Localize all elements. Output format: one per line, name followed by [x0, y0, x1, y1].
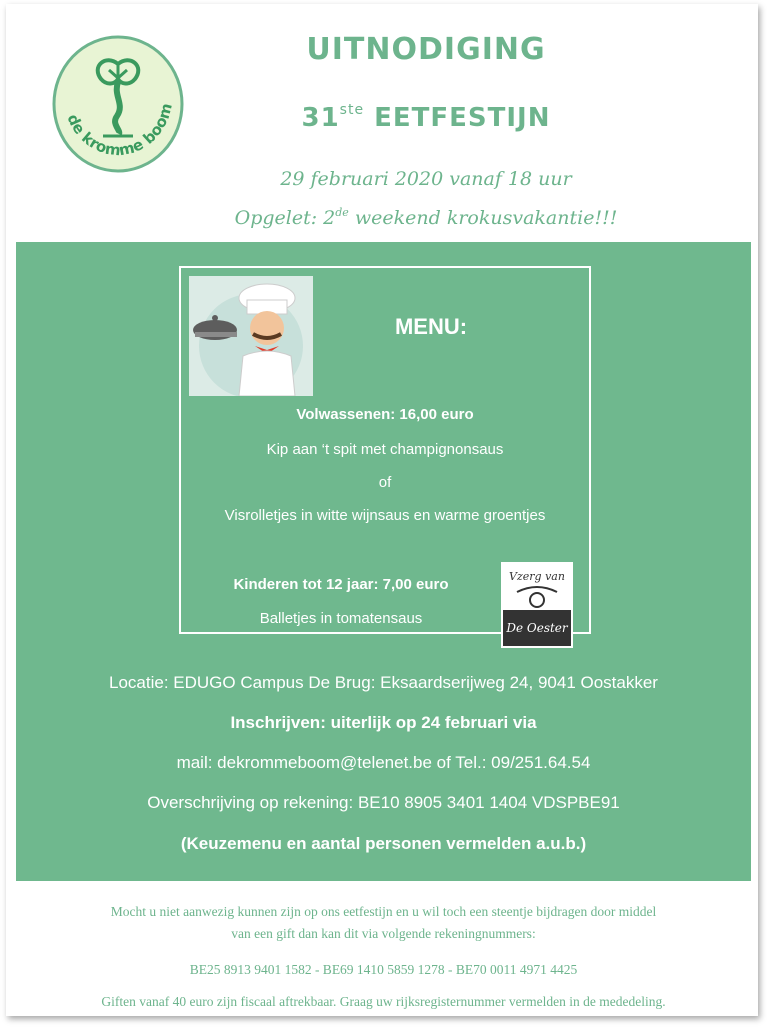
- bank-transfer: Overschrijving op rekening: BE10 8905 3401 1404 VDSPBE91: [147, 793, 620, 812]
- edition-number: 31: [301, 103, 340, 133]
- edition-title: [226, 102, 626, 133]
- event-date: 29 februari 2020 vanaf 18 uur: [280, 168, 572, 190]
- contact: mail: dekrommeboom@telenet.be of Tel.: 09/251.64.54: [176, 753, 591, 772]
- notice-prefix: Opgelet: 2: [234, 207, 336, 229]
- logo-tree-icon: [51, 34, 185, 174]
- menu-option-1: Kip aan ‘t spit met champignonsaus: [266, 441, 504, 458]
- menu-adults-price: Volwassenen: 16,00 euro: [296, 406, 474, 423]
- notice-line: [186, 206, 666, 229]
- menu-children-price: Kinderen tot 12 jaar: 7,00 euro: [233, 576, 449, 593]
- stamp-text-bottom: De Oester: [506, 621, 568, 635]
- menu-or: of: [378, 474, 392, 491]
- invitation-page: [6, 4, 758, 1016]
- page-title: UITNODIGING: [306, 32, 546, 67]
- menu-option-2: Visrolletjes in witte wijnsaus en warme groentjes: [224, 507, 546, 524]
- notice-suffix: de: [335, 206, 349, 219]
- registration-note: (Keuzemenu en aantal personen vermelden a.u.b.): [180, 834, 587, 853]
- footer-line-2: van een gift dan kan dit via volgende rekeningnummers:: [231, 926, 536, 941]
- green-info-band: [16, 242, 751, 881]
- registration: Inschrijven: uiterlijk op 24 februari via: [230, 713, 537, 732]
- logo-text: de kromme boom: [63, 101, 176, 160]
- edition-suffix: ste: [339, 102, 365, 118]
- menu-children-option: Balletjes in tomatensaus: [259, 610, 423, 627]
- stamp-text-top: Vzerg van: [509, 570, 565, 583]
- menu-title: MENU:: [394, 314, 468, 339]
- footer-tax: Giften vanaf 40 euro zijn fiscaal aftrekbaar. Graag uw rijksregisternummer vermelden in de mededeling.: [101, 994, 666, 1009]
- footer-line-1: Mocht u niet aanwezig kunnen zijn op ons eetfestijn en u wil toch een steentje bijdragen door middel: [110, 904, 657, 919]
- oyster-stamp-icon: [501, 562, 573, 648]
- location: Locatie: EDUGO Campus De Brug: Eksaardserijweg 24, 9041 Oostakker: [109, 673, 658, 692]
- edition-name: EETFESTIJN: [374, 103, 551, 133]
- footer-accounts: BE25 8913 9401 1582 - BE69 1410 5859 1278 - BE70 0011 4971 4425: [189, 962, 578, 977]
- notice-rest: weekend krokusvakantie!!!: [348, 207, 618, 229]
- footer-donation-text: [16, 901, 751, 945]
- menu-box: [179, 266, 591, 634]
- chef-icon: [189, 276, 313, 396]
